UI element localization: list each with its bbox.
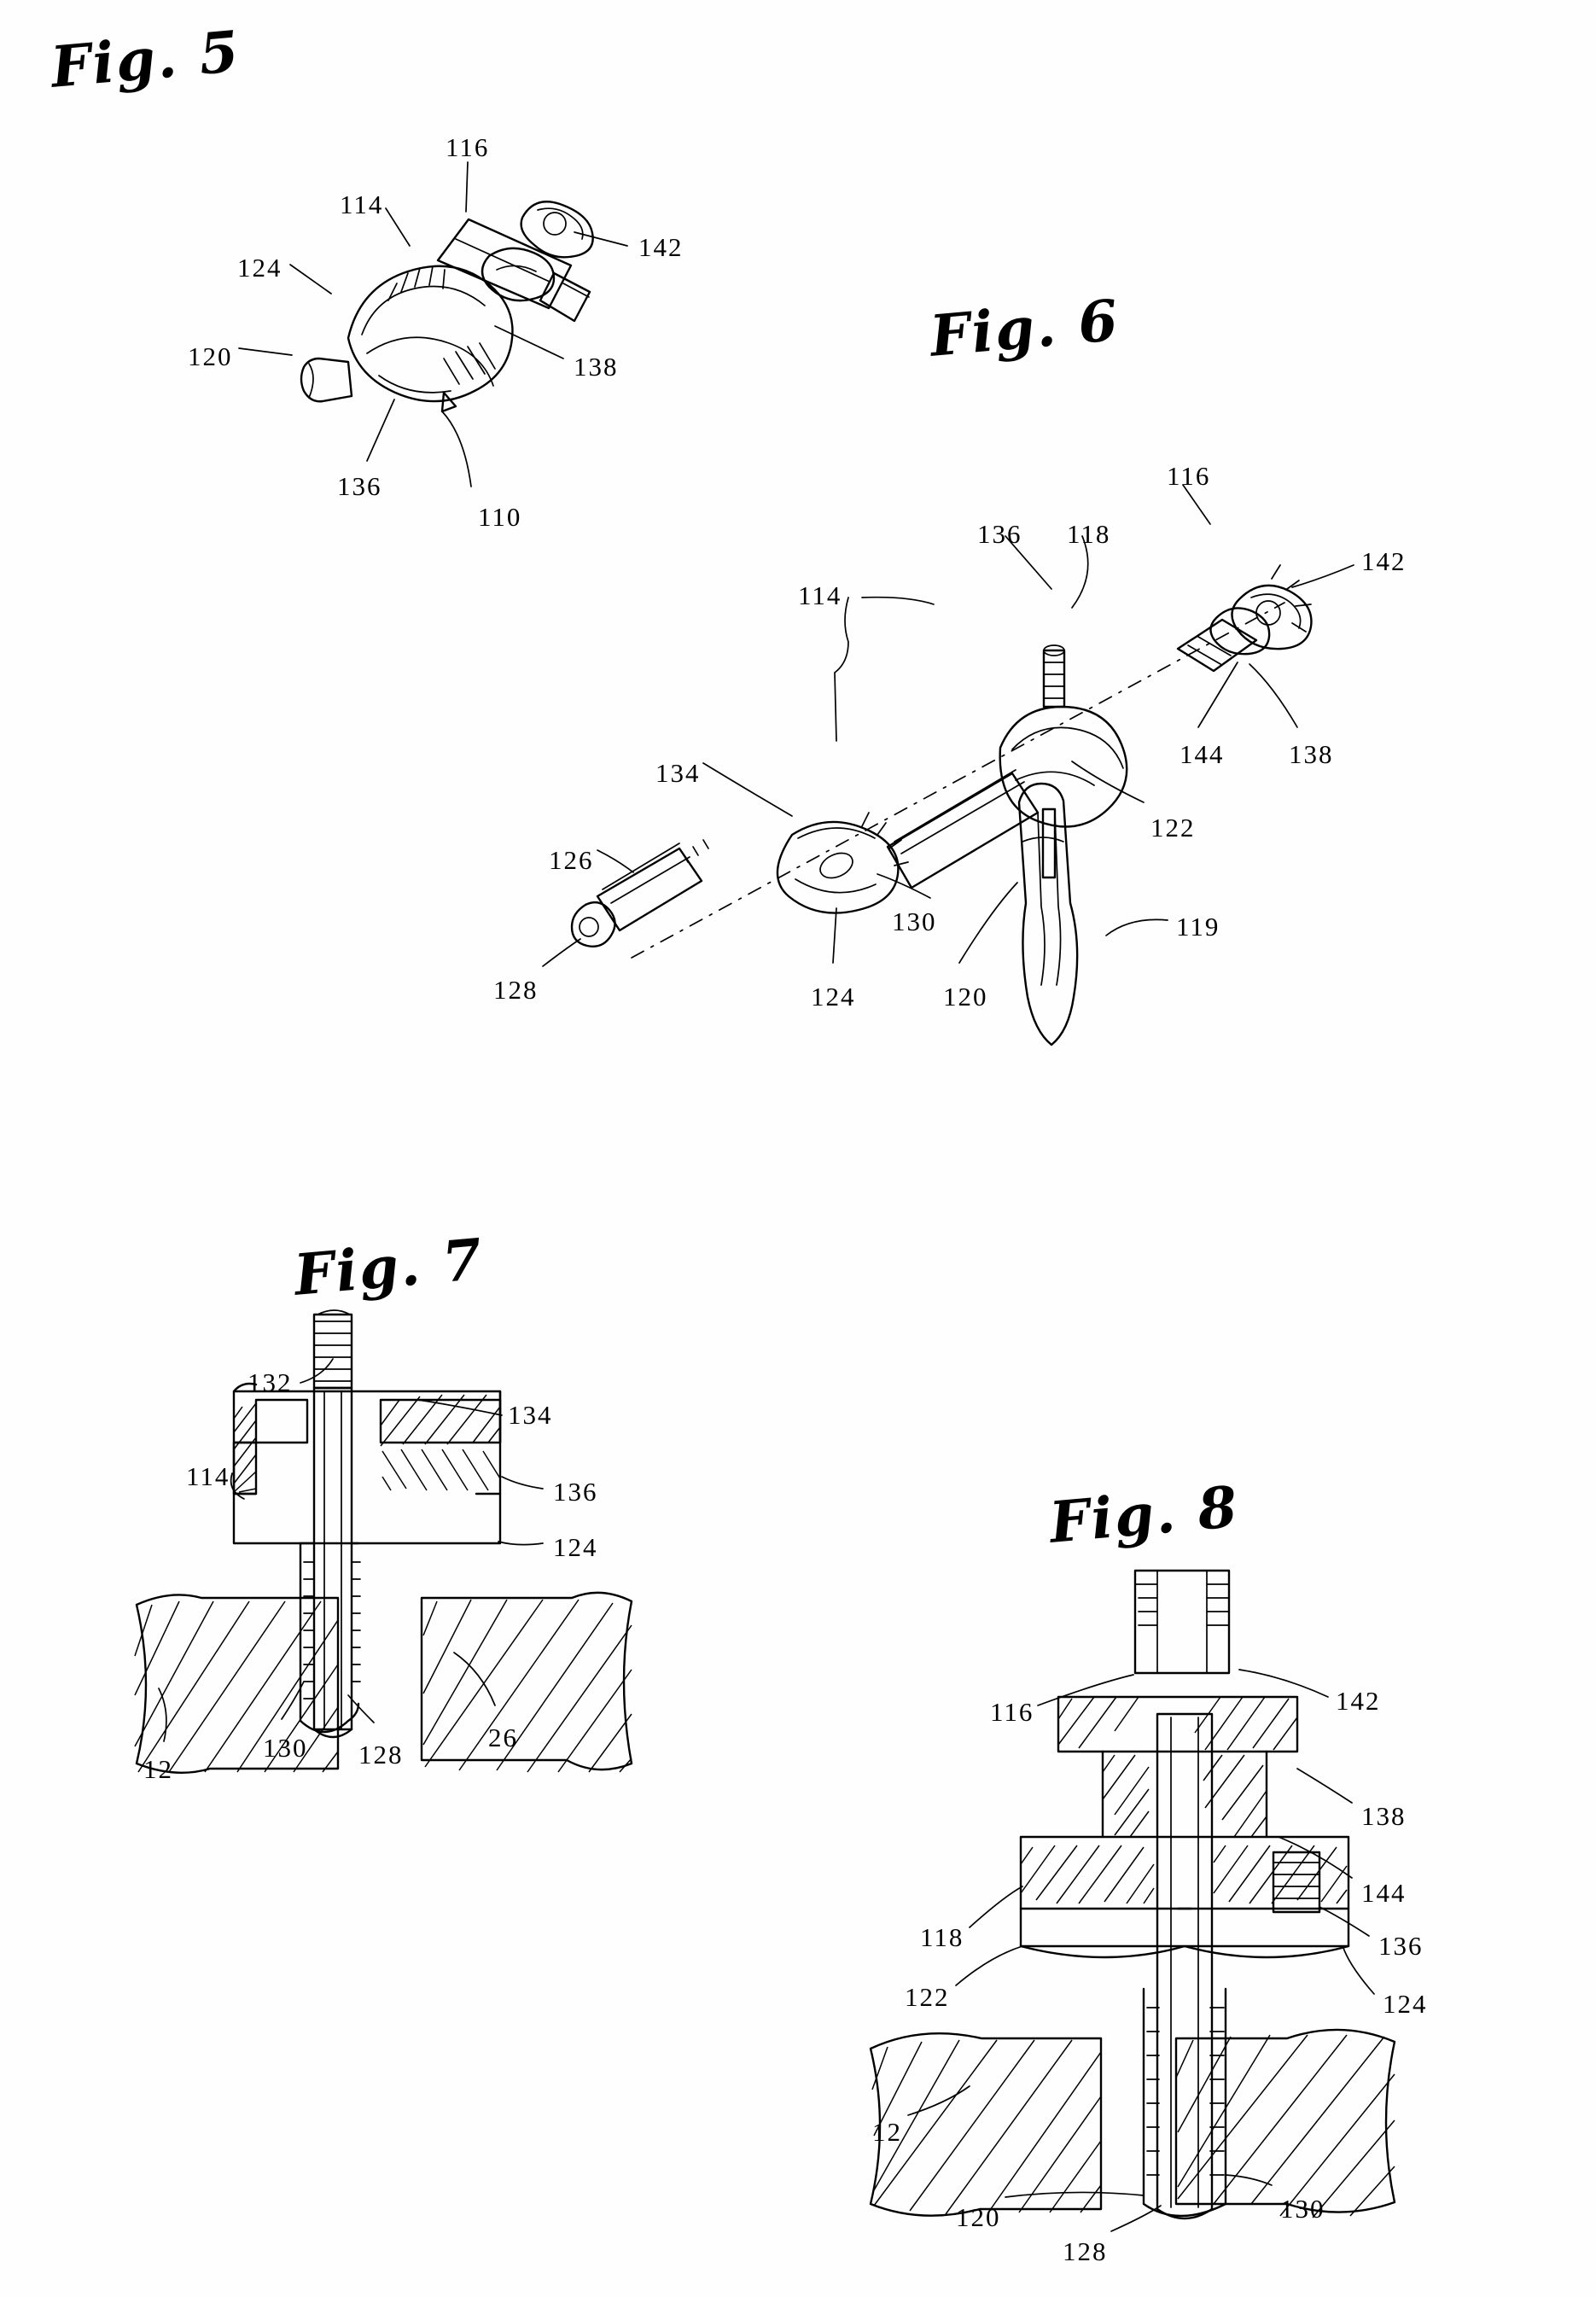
reference-numeral: 122 bbox=[1150, 813, 1196, 842]
reference-numeral: 12 bbox=[872, 2117, 902, 2147]
reference-numeral: 142 bbox=[1361, 546, 1407, 576]
reference-numeral: 124 bbox=[1383, 1989, 1428, 2019]
reference-numeral: 136 bbox=[337, 471, 382, 501]
reference-numeral: 110 bbox=[478, 502, 522, 532]
reference-numeral: 128 bbox=[1063, 2236, 1108, 2266]
reference-numeral: 114 bbox=[340, 189, 384, 219]
reference-numeral: 119 bbox=[1176, 912, 1220, 942]
reference-numeral: 26 bbox=[488, 1723, 518, 1752]
reference-numeral: 142 bbox=[1336, 1686, 1381, 1716]
reference-numeral: 144 bbox=[1180, 739, 1225, 769]
figure-caption-fig8: Fig. 8 bbox=[1046, 1472, 1242, 1556]
reference-numeral: 134 bbox=[655, 758, 701, 788]
reference-numeral: 126 bbox=[549, 845, 594, 875]
reference-numeral: 118 bbox=[1067, 519, 1111, 549]
reference-numeral: 122 bbox=[905, 1982, 950, 2012]
figure-caption-fig5: Fig. 5 bbox=[48, 17, 243, 101]
fig5-drawing bbox=[239, 162, 627, 487]
reference-numeral: 128 bbox=[493, 975, 539, 1005]
reference-numeral: 138 bbox=[574, 352, 619, 382]
reference-numeral: 114 bbox=[798, 580, 842, 610]
reference-numeral: 114 bbox=[186, 1461, 230, 1491]
reference-numeral: 138 bbox=[1361, 1801, 1407, 1831]
reference-numeral: 116 bbox=[446, 132, 490, 162]
reference-numeral: 128 bbox=[358, 1740, 404, 1769]
reference-numeral: 130 bbox=[263, 1733, 308, 1763]
reference-numeral: 120 bbox=[956, 2202, 1001, 2232]
reference-numeral: 120 bbox=[943, 982, 988, 1011]
reference-numeral: 116 bbox=[1167, 461, 1211, 491]
figure-caption-fig7: Fig. 7 bbox=[291, 1225, 486, 1309]
reference-numeral: 138 bbox=[1289, 739, 1334, 769]
reference-numeral: 130 bbox=[1280, 2194, 1325, 2224]
reference-numeral: 116 bbox=[990, 1697, 1034, 1727]
reference-numeral: 118 bbox=[920, 1922, 964, 1952]
reference-numeral: 134 bbox=[508, 1400, 553, 1430]
reference-numeral: 142 bbox=[638, 232, 684, 262]
reference-numeral: 136 bbox=[977, 519, 1022, 549]
reference-numeral: 12 bbox=[143, 1754, 173, 1784]
reference-numeral: 136 bbox=[553, 1477, 598, 1507]
reference-numeral: 124 bbox=[811, 982, 856, 1011]
reference-numeral: 124 bbox=[553, 1532, 598, 1562]
reference-numeral: 124 bbox=[237, 253, 283, 283]
reference-numeral: 130 bbox=[892, 907, 937, 936]
reference-numeral: 136 bbox=[1378, 1931, 1424, 1961]
reference-numeral: 144 bbox=[1361, 1878, 1407, 1908]
fig8-drawing bbox=[871, 1571, 1395, 2231]
figure-caption-fig6: Fig. 6 bbox=[927, 286, 1122, 370]
reference-numeral: 120 bbox=[188, 341, 233, 371]
reference-numeral: 132 bbox=[248, 1367, 293, 1397]
